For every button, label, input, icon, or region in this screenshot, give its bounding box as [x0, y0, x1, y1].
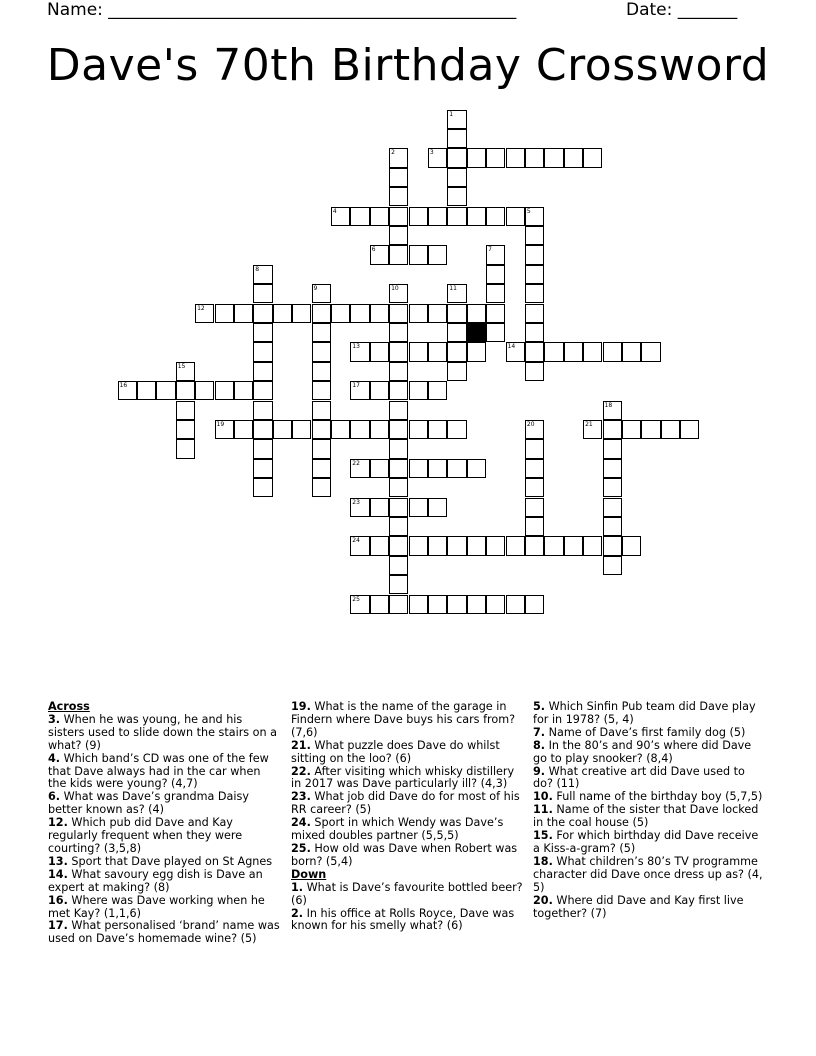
clue-across: [291, 740, 523, 766]
clue-number: 6.: [48, 790, 61, 804]
crossword-cell[interactable]: [447, 187, 466, 206]
clue-text: What savoury egg dish is Dave an expert at making? (8): [48, 867, 263, 894]
clue-down: [533, 701, 765, 727]
crossword-cell[interactable]: [253, 459, 272, 478]
crossword-cell[interactable]: [467, 207, 486, 226]
crossword-cell[interactable]: [428, 420, 447, 439]
crossword-cell[interactable]: [428, 148, 447, 167]
cell-number: 10: [391, 285, 399, 293]
clues-column-2: [291, 701, 523, 933]
crossword-cell[interactable]: [350, 207, 369, 226]
crossword-cell[interactable]: [370, 342, 389, 361]
crossword-cell[interactable]: [544, 536, 563, 555]
crossword-cell[interactable]: [486, 536, 505, 555]
clue-text: What creative art did Dave used to do? (11): [533, 764, 745, 791]
clue-number: 15.: [533, 829, 553, 843]
name-field-label: Name: ________________________________________________: [47, 0, 517, 20]
clue-number: 22.: [291, 764, 311, 778]
crossword-cell[interactable]: [409, 207, 428, 226]
clue-number: 19.: [291, 700, 311, 713]
crossword-cell[interactable]: [447, 342, 466, 361]
cell-number: 24: [352, 537, 360, 545]
clue-number: 13.: [48, 854, 68, 868]
crossword-cell[interactable]: [389, 304, 408, 323]
crossword-cell[interactable]: [350, 342, 369, 361]
crossword-cell[interactable]: [622, 536, 641, 555]
clue-number: 7.: [533, 725, 546, 739]
crossword-cell[interactable]: [389, 478, 408, 497]
crossword-cell[interactable]: [312, 420, 331, 439]
crossword-cell[interactable]: [447, 536, 466, 555]
crossword-cell[interactable]: [447, 129, 466, 148]
crossword-cell[interactable]: [389, 556, 408, 575]
crossword-cell[interactable]: [603, 556, 622, 575]
crossword-cell[interactable]: [389, 207, 408, 226]
clue-text: Which Sinfin Pub team did Dave play for in 1978? (5, 4): [533, 700, 756, 726]
crossword-cell[interactable]: [544, 342, 563, 361]
crossword-cell[interactable]: [253, 304, 272, 323]
clue-text: When he was young, he and his sisters used to slide down the stairs on a what? (9): [48, 712, 278, 752]
cell-number: 17: [352, 382, 360, 390]
cell-number: 9: [313, 285, 318, 293]
crossword-cell[interactable]: [389, 342, 408, 361]
clue-number: 17.: [48, 919, 68, 933]
clue-text: Sport in which Wendy was Dave’s mixed doubles partner (5,5,5): [291, 816, 504, 843]
clue-number: 21.: [291, 738, 311, 752]
crossword-cell[interactable]: [603, 420, 622, 439]
crossword-cell[interactable]: [215, 381, 234, 400]
clue-text: How old was Dave when Robert was born? (5,4): [291, 841, 518, 868]
crossword-cell[interactable]: [486, 148, 505, 167]
crossword-cell[interactable]: [525, 207, 544, 226]
crossword-cell[interactable]: [389, 323, 408, 342]
crossword-cell[interactable]: [525, 439, 544, 458]
crossword-cell[interactable]: [312, 439, 331, 458]
clue-number: 11.: [533, 803, 553, 817]
cell-number: 14: [507, 343, 516, 351]
clue-across: [48, 869, 280, 895]
crossword-cell[interactable]: [389, 517, 408, 536]
crossword-cell[interactable]: [447, 362, 466, 381]
crossword-cell[interactable]: [312, 478, 331, 497]
clues-column-3: [533, 701, 765, 920]
cell-number: 21: [585, 420, 593, 428]
crossword-cell[interactable]: [680, 420, 699, 439]
crossword-cell[interactable]: [506, 536, 525, 555]
crossword-cell[interactable]: [603, 439, 622, 458]
crossword-cell[interactable]: [389, 595, 408, 614]
crossword-cell[interactable]: [409, 420, 428, 439]
crossword-cell[interactable]: [389, 381, 408, 400]
clue-number: 4.: [48, 751, 61, 765]
cell-number: 3: [429, 149, 434, 157]
crossword-cell[interactable]: [253, 323, 272, 342]
crossword-cell[interactable]: [467, 459, 486, 478]
crossword-cell[interactable]: [370, 207, 389, 226]
crossword-cell[interactable]: [234, 381, 253, 400]
crossword-cell[interactable]: [370, 420, 389, 439]
crossword-cell[interactable]: [389, 226, 408, 245]
crossword-cell[interactable]: [156, 381, 175, 400]
crossword-cell[interactable]: [370, 595, 389, 614]
crossword-cell[interactable]: [389, 401, 408, 420]
crossword-cell[interactable]: [253, 265, 272, 284]
crossword-cell[interactable]: [428, 245, 447, 264]
crossword-cell[interactable]: [641, 420, 660, 439]
crossword-cell[interactable]: [370, 498, 389, 517]
crossword-cell[interactable]: [409, 459, 428, 478]
clue-number: 23.: [291, 790, 311, 804]
clue-text: In the 80’s and 90’s where did Dave go to play snooker? (8,4): [533, 738, 752, 765]
crossword-cell[interactable]: [176, 362, 195, 381]
crossword-cell[interactable]: [486, 245, 505, 264]
clue-across: [48, 895, 280, 921]
crossword-cell[interactable]: [409, 536, 428, 555]
crossword-cell[interactable]: [641, 342, 660, 361]
crossword-cell[interactable]: [506, 148, 525, 167]
crossword-cell[interactable]: [195, 381, 214, 400]
crossword-cell[interactable]: [409, 245, 428, 264]
clue-number: 18.: [533, 854, 553, 868]
clue-across: [48, 920, 280, 946]
cell-number: 22: [352, 459, 360, 467]
crossword-cell[interactable]: [564, 342, 583, 361]
crossword-cell[interactable]: [370, 381, 389, 400]
crossword-cell[interactable]: [389, 245, 408, 264]
crossword-cell[interactable]: [389, 498, 408, 517]
clue-across: [291, 701, 523, 740]
crossword-cell[interactable]: [603, 498, 622, 517]
clues-column-1: [48, 701, 280, 946]
crossword-cell[interactable]: [312, 362, 331, 381]
crossword-cell[interactable]: [428, 459, 447, 478]
crossword-cell[interactable]: [603, 401, 622, 420]
crossword-cell[interactable]: [176, 439, 195, 458]
crossword-cell[interactable]: [447, 323, 466, 342]
clue-down: [533, 856, 765, 895]
clue-number: 5.: [533, 700, 546, 713]
crossword-cell[interactable]: [525, 459, 544, 478]
crossword-cell[interactable]: [409, 342, 428, 361]
crossword-cell[interactable]: [389, 148, 408, 167]
crossword-cell[interactable]: [312, 342, 331, 361]
cell-number: 7: [488, 246, 492, 254]
crossword-cell[interactable]: [564, 536, 583, 555]
clue-number: 24.: [291, 816, 311, 830]
down-heading: Down: [291, 867, 327, 881]
clue-number: 3.: [48, 712, 61, 726]
crossword-cell[interactable]: [447, 459, 466, 478]
crossword-cell[interactable]: [350, 420, 369, 439]
crossword-cell[interactable]: [506, 342, 525, 361]
crossword-cell[interactable]: [486, 207, 505, 226]
crossword-cell[interactable]: [253, 420, 272, 439]
crossword-cell[interactable]: [409, 304, 428, 323]
crossword-cell[interactable]: [486, 265, 505, 284]
crossword-cell[interactable]: [312, 323, 331, 342]
clue-text: What children’s 80’s TV programme character did Dave once dress up as? (4, 5): [533, 854, 763, 894]
cell-number: 23: [352, 498, 360, 506]
crossword-cell[interactable]: [234, 304, 253, 323]
clue-down: [533, 804, 765, 830]
cell-number: 15: [177, 362, 186, 370]
crossword-cell[interactable]: [389, 536, 408, 555]
cell-number: 18: [604, 401, 613, 409]
clue-down: [533, 740, 765, 766]
cell-number: 13: [352, 343, 360, 351]
clue-text: Which band’s CD was one of the few that Dave always had in the car when the kids were young? (4,7): [48, 751, 269, 791]
crossword-cell[interactable]: [428, 304, 447, 323]
crossword-cell[interactable]: [350, 381, 369, 400]
crossword-cell[interactable]: [603, 517, 622, 536]
clue-text: Which pub did Dave and Kay regularly frequent when they were courting? (3,5,8): [48, 816, 243, 855]
cell-number: 4: [332, 207, 337, 215]
crossword-cell[interactable]: [447, 148, 466, 167]
clue-across: [291, 817, 523, 843]
crossword-cell[interactable]: [525, 478, 544, 497]
clue-text: Full name of the birthday boy (5,7,5): [556, 790, 763, 804]
crossword-cell[interactable]: [370, 536, 389, 555]
clue-down: [533, 766, 765, 792]
cell-number: 5: [526, 207, 531, 215]
crossword-cell[interactable]: [273, 420, 292, 439]
clue-number: 2.: [291, 906, 304, 920]
crossword-cell[interactable]: [409, 498, 428, 517]
clue-text: In his office at Rolls Royce, Dave was known for his smelly what? (6): [291, 906, 515, 933]
cell-number: 11: [449, 285, 457, 293]
clue-across: [48, 791, 280, 817]
crossword-cell[interactable]: [447, 110, 466, 129]
clue-across: [48, 753, 280, 792]
crossword-cell[interactable]: [331, 420, 350, 439]
crossword-cell[interactable]: [292, 420, 311, 439]
crossword-cell[interactable]: [331, 304, 350, 323]
crossword-cell[interactable]: [583, 148, 602, 167]
clue-number: 10.: [533, 790, 553, 804]
crossword-cell[interactable]: [350, 459, 369, 478]
crossword-cell[interactable]: [176, 420, 195, 439]
clue-text: For which birthday did Dave receive a Kiss-a-gram? (5): [533, 829, 759, 855]
clue-text: Sport that Dave played on St Agnes: [71, 854, 273, 868]
crossword-cell[interactable]: [195, 304, 214, 323]
crossword-cell[interactable]: [389, 439, 408, 458]
crossword-cell[interactable]: [525, 420, 544, 439]
crossword-cell[interactable]: [467, 148, 486, 167]
crossword-cell[interactable]: [253, 401, 272, 420]
crossword-cell[interactable]: [622, 342, 641, 361]
crossword-cell[interactable]: [389, 420, 408, 439]
cell-number: 1: [449, 110, 454, 118]
crossword-cell[interactable]: [215, 420, 234, 439]
crossword-cell[interactable]: [350, 498, 369, 517]
crossword-cell[interactable]: [428, 207, 447, 226]
crossword-cell[interactable]: [447, 304, 466, 323]
crossword-cell[interactable]: [137, 381, 156, 400]
crossword-cell[interactable]: [486, 323, 505, 342]
crossword-cell[interactable]: [583, 536, 602, 555]
crossword-cell[interactable]: [215, 304, 234, 323]
clue-text: What personalised ‘brand’ name was used on Dave’s homemade wine? (5): [48, 919, 280, 946]
clue-number: 16.: [48, 893, 68, 907]
cell-number: 8: [255, 265, 260, 273]
crossword-cell[interactable]: [389, 362, 408, 381]
crossword-cell[interactable]: [525, 148, 544, 167]
crossword-cell[interactable]: [273, 304, 292, 323]
crossword-cell[interactable]: [583, 342, 602, 361]
clue-text: Name of the sister that Dave locked in the coal house (5): [533, 803, 759, 830]
cell-number: 19: [216, 420, 225, 428]
clue-down: [533, 830, 765, 856]
clue-across: [291, 766, 523, 792]
crossword-cell[interactable]: [428, 536, 447, 555]
crossword-cell[interactable]: [486, 304, 505, 323]
crossword-cell[interactable]: [525, 362, 544, 381]
crossword-cell[interactable]: [447, 420, 466, 439]
clue-number: 20.: [533, 893, 553, 907]
crossword-cell[interactable]: [389, 575, 408, 594]
crossword-cell[interactable]: [176, 401, 195, 420]
cell-number: 20: [526, 420, 535, 428]
crossword-cell[interactable]: [389, 187, 408, 206]
crossword-cell[interactable]: [428, 381, 447, 400]
cell-number: 6: [371, 246, 376, 254]
clue-number: 25.: [291, 841, 311, 855]
crossword-cell[interactable]: [506, 207, 525, 226]
crossword-cell[interactable]: [583, 420, 602, 439]
crossword-cell[interactable]: [544, 148, 563, 167]
crossword-cell[interactable]: [603, 342, 622, 361]
crossword-cell[interactable]: [253, 439, 272, 458]
crossword-cell[interactable]: [428, 595, 447, 614]
crossword-cell[interactable]: [486, 284, 505, 303]
crossword-cell[interactable]: [389, 168, 408, 187]
clue-text: What is the name of the garage in Findern where Dave buys his cars from? (7,6): [291, 700, 516, 739]
crossword-cell[interactable]: [312, 401, 331, 420]
crossword-cell[interactable]: [525, 304, 544, 323]
crossword-cell[interactable]: [370, 459, 389, 478]
crossword-cell[interactable]: [409, 381, 428, 400]
crossword-cell[interactable]: [525, 265, 544, 284]
crossword-cell[interactable]: [428, 498, 447, 517]
crossword-cell[interactable]: [467, 304, 486, 323]
crossword-cell[interactable]: [525, 517, 544, 536]
crossword-cell[interactable]: [409, 595, 428, 614]
cell-number: 25: [352, 595, 360, 603]
crossword-cell[interactable]: [253, 381, 272, 400]
crossword-cell[interactable]: [525, 498, 544, 517]
crossword-cell[interactable]: [486, 595, 505, 614]
crossword-cell[interactable]: [253, 478, 272, 497]
crossword-cell[interactable]: [331, 207, 350, 226]
crossword-cell[interactable]: [525, 342, 544, 361]
crossword-cell[interactable]: [603, 536, 622, 555]
crossword-cell[interactable]: [467, 536, 486, 555]
crossword-cell[interactable]: [253, 362, 272, 381]
crossword-cell[interactable]: [428, 342, 447, 361]
crossword-cell[interactable]: [603, 478, 622, 497]
crossword-cell[interactable]: [447, 168, 466, 187]
cell-number: 12: [197, 304, 205, 312]
crossword-cell[interactable]: [525, 536, 544, 555]
crossword-cell[interactable]: [525, 226, 544, 245]
clue-number: 14.: [48, 867, 68, 881]
clue-text: What is Dave’s favourite bottled beer? (6): [291, 880, 523, 907]
crossword-cell[interactable]: [661, 420, 680, 439]
crossword-cell[interactable]: [603, 459, 622, 478]
crossword-cell[interactable]: [253, 342, 272, 361]
crossword-cell[interactable]: [370, 245, 389, 264]
clue-text: After visiting which whisky distillery in 2017 was Dave particularly ill? (4,3): [291, 764, 515, 791]
clue-number: 8.: [533, 738, 546, 752]
crossword-cell[interactable]: [370, 304, 389, 323]
crossword-cell[interactable]: [312, 459, 331, 478]
across-heading: Across: [48, 700, 90, 713]
clue-text: Where did Dave and Kay first live together? (7): [533, 893, 744, 920]
clue-across: [291, 791, 523, 817]
date-field-label: Date: _______: [626, 0, 738, 20]
cell-number: 2: [391, 149, 395, 157]
page-title: Dave's 70th Birthday Crossword: [46, 40, 770, 91]
black-cell: [467, 323, 486, 342]
clue-number: 9.: [533, 764, 546, 778]
cell-number: 16: [119, 382, 128, 390]
crossword-cell[interactable]: [525, 595, 544, 614]
crossword-cell[interactable]: [447, 207, 466, 226]
clue-text: Where was Dave working when he met Kay? (1,1,6): [48, 893, 265, 920]
crossword-cell[interactable]: [350, 536, 369, 555]
crossword-cell[interactable]: [467, 342, 486, 361]
crossword-cell[interactable]: [564, 148, 583, 167]
clue-number: 12.: [48, 816, 68, 830]
crossword-cell[interactable]: [389, 459, 408, 478]
clue-down: [291, 908, 523, 934]
crossword-cell[interactable]: [467, 595, 486, 614]
crossword-cell[interactable]: [525, 245, 544, 264]
crossword-cell[interactable]: [506, 595, 525, 614]
crossword-cell[interactable]: [350, 595, 369, 614]
crossword-cell[interactable]: [389, 284, 408, 303]
clue-text: What was Dave’s grandma Daisy better known as? (4): [48, 790, 249, 817]
crossword-cell[interactable]: [176, 381, 195, 400]
crossword-cell[interactable]: [253, 284, 272, 303]
clue-text: What puzzle does Dave do whilst sitting on the loo? (6): [291, 738, 500, 765]
clue-across: [291, 843, 523, 869]
crossword-cell[interactable]: [622, 420, 641, 439]
clue-down: [291, 882, 523, 908]
clue-text: Name of Dave’s first family dog (5): [548, 725, 746, 739]
crossword-cell[interactable]: [447, 284, 466, 303]
crossword-cell[interactable]: [447, 595, 466, 614]
crossword-cell[interactable]: [525, 323, 544, 342]
crossword-cell[interactable]: [292, 304, 311, 323]
clue-down: [533, 895, 765, 921]
crossword-cell[interactable]: [234, 420, 253, 439]
crossword-cell[interactable]: [525, 284, 544, 303]
clue-across: [48, 817, 280, 856]
crossword-cell[interactable]: [312, 284, 331, 303]
crossword-cell[interactable]: [312, 304, 331, 323]
crossword-cell[interactable]: [118, 381, 137, 400]
clue-number: 1.: [291, 880, 304, 894]
clue-across: [48, 714, 280, 753]
crossword-cell[interactable]: [312, 381, 331, 400]
crossword-cell[interactable]: [350, 304, 369, 323]
clue-text: What job did Dave do for most of his RR career? (5): [291, 790, 520, 817]
